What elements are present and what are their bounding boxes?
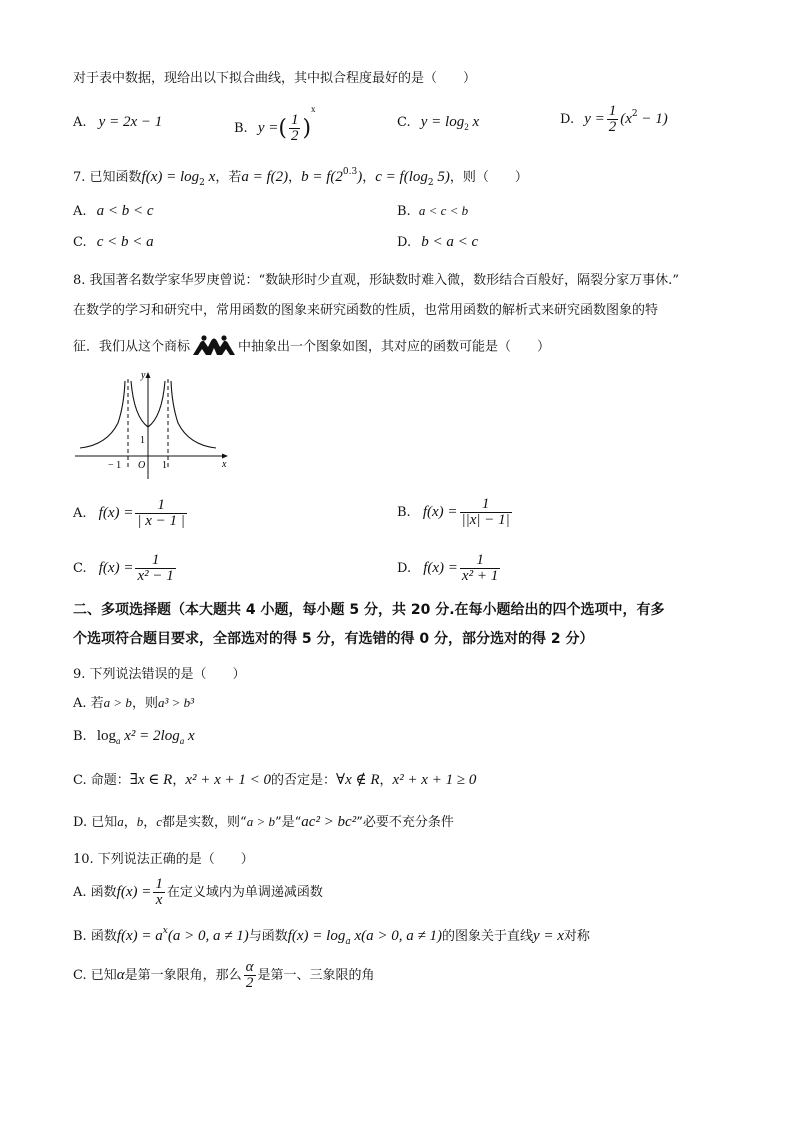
option-label: A. (73, 204, 87, 219)
q7-option-d (397, 234, 478, 251)
frac-num: 1 (476, 552, 484, 568)
option-math: a > b (246, 814, 275, 829)
option-math: f(x) = (422, 504, 458, 520)
option-label: D. (560, 112, 575, 127)
q8-option-c (73, 553, 178, 584)
option-math: a > b (103, 695, 132, 710)
option-math: a < b < c (96, 203, 154, 219)
option-math: a < c < b (418, 203, 469, 218)
q9-option-b (73, 728, 195, 746)
stem-text: ， (288, 170, 302, 185)
option-label: C. (397, 115, 411, 130)
q7-option-a (73, 203, 154, 220)
q6-option-a (73, 114, 162, 131)
option-math: f(x) = (116, 884, 152, 900)
stem-math: b = f(2 (301, 169, 343, 185)
frac-num: 1 (157, 497, 165, 513)
stem-math: a = f(2) (241, 169, 289, 185)
q8-option-b (397, 497, 514, 528)
curve-left-branch (80, 381, 125, 448)
q9-option-a (73, 692, 194, 711)
q6-option-c (397, 114, 479, 132)
q8-line-2: 在数学的学习和研究中，常用函数的图象来研究函数的性质，也常用函数的解析式来研究函数图象的特 (73, 303, 659, 318)
q10-stem: 10. 下列说法正确的是（ ） (73, 852, 254, 867)
option-text: 的否定是： (271, 773, 337, 788)
option-text: 与函数 (248, 929, 288, 944)
option-text: ， (172, 773, 186, 788)
function-graph (72, 367, 232, 479)
option-math: x² + x + 1 ≥ 0 (392, 772, 477, 788)
section-heading-line-2: 个选项符合题目要求，全部选对的得 5 分，有选错的得 0 分，部分选对的得 2 分） (73, 631, 594, 647)
x-label: x (222, 459, 227, 470)
option-math-tail: x (468, 114, 480, 130)
stem-math: f(x) = log (141, 169, 200, 185)
option-text: ”是“ (274, 815, 302, 830)
frac-num: α (245, 959, 254, 975)
option-math: c (156, 814, 163, 829)
option-math: f(x) = log (287, 928, 346, 944)
superscript: x (162, 926, 168, 936)
frac-den: x (153, 892, 165, 908)
q6-option-d (560, 104, 668, 135)
option-math-mid: (x (620, 111, 632, 127)
option-math: x(a > 0, a ≠ 1) (350, 928, 442, 944)
stem-text: ， (362, 170, 376, 185)
option-math: a (117, 814, 124, 829)
option-text: 对称 (563, 929, 590, 944)
option-text: ”必要不充分条件 (356, 815, 454, 830)
option-math: y = (257, 120, 279, 136)
option-text: ， (143, 815, 157, 830)
frac-num: 1 (151, 552, 160, 568)
option-label: A. (73, 506, 87, 521)
subscript: 2 (464, 122, 469, 132)
stem-math: ) (357, 169, 363, 185)
y-axis-arrow (146, 372, 151, 378)
section-heading-line-1: 二、多项选择题（本大题共 4 小题，每小题 5 分，共 20 分.在每小题给出的四个选项中，有多 (73, 602, 665, 618)
stem-text: ，若 (215, 170, 242, 185)
q8-line-3 (73, 334, 550, 360)
x-axis-arrow (222, 454, 228, 459)
option-text: 是第一象限角，那么 (124, 968, 242, 983)
option-math: ac² > bc² (301, 814, 357, 830)
option-math-tail: − 1) (637, 111, 668, 127)
q10-option-c (73, 960, 375, 991)
stem-text: 征．我们从这个商标 (73, 339, 191, 355)
q10-option-b (73, 925, 590, 947)
stem-text: 7. 已知函数 (73, 170, 142, 185)
frac-num: 1 (481, 496, 490, 512)
option-math: x (184, 728, 195, 744)
frac-num: 1 (608, 103, 617, 119)
option-math: ∀x ∉ R (336, 772, 380, 788)
option-text: ， (379, 773, 393, 788)
stem-text: ，则（ ） (449, 170, 528, 185)
option-text: 是第一、三象限的角 (257, 968, 375, 983)
option-math: b (136, 814, 144, 829)
option-label: D. (397, 235, 412, 250)
option-text: ，则 (131, 696, 158, 711)
q9-stem: 9. 下列说法错误的是（ ） (73, 667, 246, 682)
origin-label: O (138, 460, 146, 471)
q8-line-1: 8. 我国著名数学家华罗庚曾说：“数缺形时少直观，形缺数时难入微，数形结合百般好，隔裂分家万事休.” (73, 273, 679, 288)
option-text: C. 已知 (73, 968, 117, 983)
option-text: C. 命题： (73, 773, 130, 788)
option-label: B. (397, 204, 411, 219)
option-label: C. (73, 561, 87, 576)
stem-math: c = f(log (375, 169, 428, 185)
option-label: B. (234, 121, 248, 136)
q7-option-b (397, 203, 468, 219)
subscript: 2 (199, 178, 205, 188)
q8-option-a (73, 498, 189, 529)
curve-right-branch (171, 381, 216, 448)
intro-line: 对于表中数据，现给出以下拟合曲线，其中拟合程度最好的是（ ） (73, 71, 477, 86)
option-math: f(x) = (98, 560, 134, 576)
frac-num: 1 (290, 112, 299, 128)
subscript: a (345, 937, 351, 947)
subscript: 2 (427, 178, 434, 188)
option-text: A. 若 (73, 696, 104, 711)
frac-den: x² − 1 (137, 568, 174, 584)
option-label: D. (397, 561, 412, 576)
option-math: log (96, 728, 116, 744)
q7-stem (73, 166, 528, 188)
exponent: x (311, 104, 316, 114)
q8-option-d (397, 553, 502, 584)
q6-option-b: B. y =( $\frac{1}{2}$ )$^x$ (234, 104, 316, 144)
option-text: ， (123, 815, 137, 830)
option-text: A. 函数 (73, 885, 117, 900)
frac-den: ||x| − 1| (461, 512, 510, 528)
option-label: A. (73, 115, 87, 130)
option-text: 的图象关于直线 (441, 929, 533, 944)
kappa-logo-icon (192, 334, 236, 360)
option-math: (a > 0, a ≠ 1) (167, 928, 249, 944)
option-math: x² = 2log (120, 728, 180, 744)
option-math: b < a < c (421, 234, 479, 250)
frac-den: | x − 1 | (137, 513, 185, 529)
option-text: 都是实数，则“ (162, 815, 247, 830)
stem-math: x (204, 169, 216, 185)
tick-pos-1: 1 (162, 460, 167, 471)
y-label: y (141, 370, 146, 381)
superscript: 2 (631, 109, 638, 119)
y-intercept-label: 1 (140, 435, 145, 446)
option-math: c < b < a (96, 234, 154, 250)
stem-math: 5) (433, 169, 450, 185)
subscript: a (116, 736, 121, 746)
option-math: y = x (532, 928, 564, 944)
q9-option-c (73, 769, 476, 789)
subscript: a (179, 736, 185, 746)
option-math: y = (584, 111, 605, 127)
frac-den: x² + 1 (461, 568, 499, 584)
frac-den: 2 (608, 119, 617, 135)
option-text: 在定义域内为单调递减函数 (166, 885, 323, 900)
option-label: B. (397, 505, 411, 520)
option-text: D. 已知 (73, 815, 118, 830)
option-math: x² + x + 1 < 0 (185, 772, 272, 788)
frac-den: 2 (290, 128, 299, 144)
option-math: f(x) = (423, 560, 458, 576)
frac-den: 2 (244, 975, 256, 991)
option-math: ∃x ∈ R (129, 772, 173, 788)
frac-num: 1 (155, 876, 163, 892)
option-math: α (116, 967, 125, 983)
stem-text: 中抽象出一个图象如图，其对应的函数可能是（ ） (238, 339, 551, 355)
option-math: a³ > b³ (157, 695, 195, 710)
option-math: y = 2x − 1 (98, 114, 163, 130)
q7-option-c (73, 234, 154, 251)
option-label: B. (73, 729, 87, 744)
option-math: f(x) = (98, 505, 134, 521)
option-text: B. 函数 (73, 929, 117, 944)
option-label: C. (73, 235, 87, 250)
superscript: 0.3 (342, 167, 358, 177)
option-math: y = log (420, 114, 465, 130)
tick-neg-1: − 1 (108, 460, 122, 471)
q10-option-a (73, 877, 323, 908)
option-math: f(x) = a (116, 928, 163, 944)
q9-option-d (73, 811, 454, 831)
